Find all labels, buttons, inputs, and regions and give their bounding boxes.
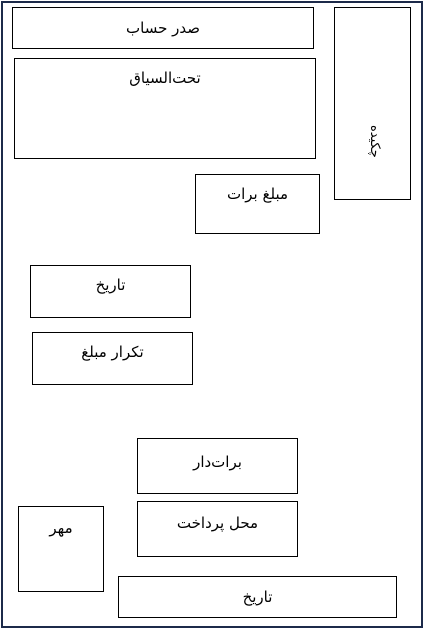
beneficiary-label: تحت‌السیاق [129,69,201,87]
amount-repeat-box [32,332,193,385]
side-label: چکیده [367,125,382,158]
cheque-amount-label: مبلغ برات [226,185,289,203]
payment-place-box [137,501,298,557]
account-issuer-label: صدر حساب [126,19,200,37]
drawee-label: برات‌دار [193,453,242,471]
date-top-label: تاریخ [95,276,126,294]
amount-repeat-label: تکرار مبلغ [81,343,144,361]
cheque-amount-box [195,174,320,234]
seal-label: مهر [49,519,73,537]
beneficiary-box [14,58,316,159]
seal-box [18,506,104,592]
date-bottom-label: تاریخ [242,588,273,606]
account-issuer-box [12,7,314,49]
side-box [334,7,411,200]
drawee-box [137,438,298,494]
payment-place-label: محل پرداخت [176,514,259,532]
date-top-box [30,265,191,318]
date-bottom-box [118,576,397,618]
